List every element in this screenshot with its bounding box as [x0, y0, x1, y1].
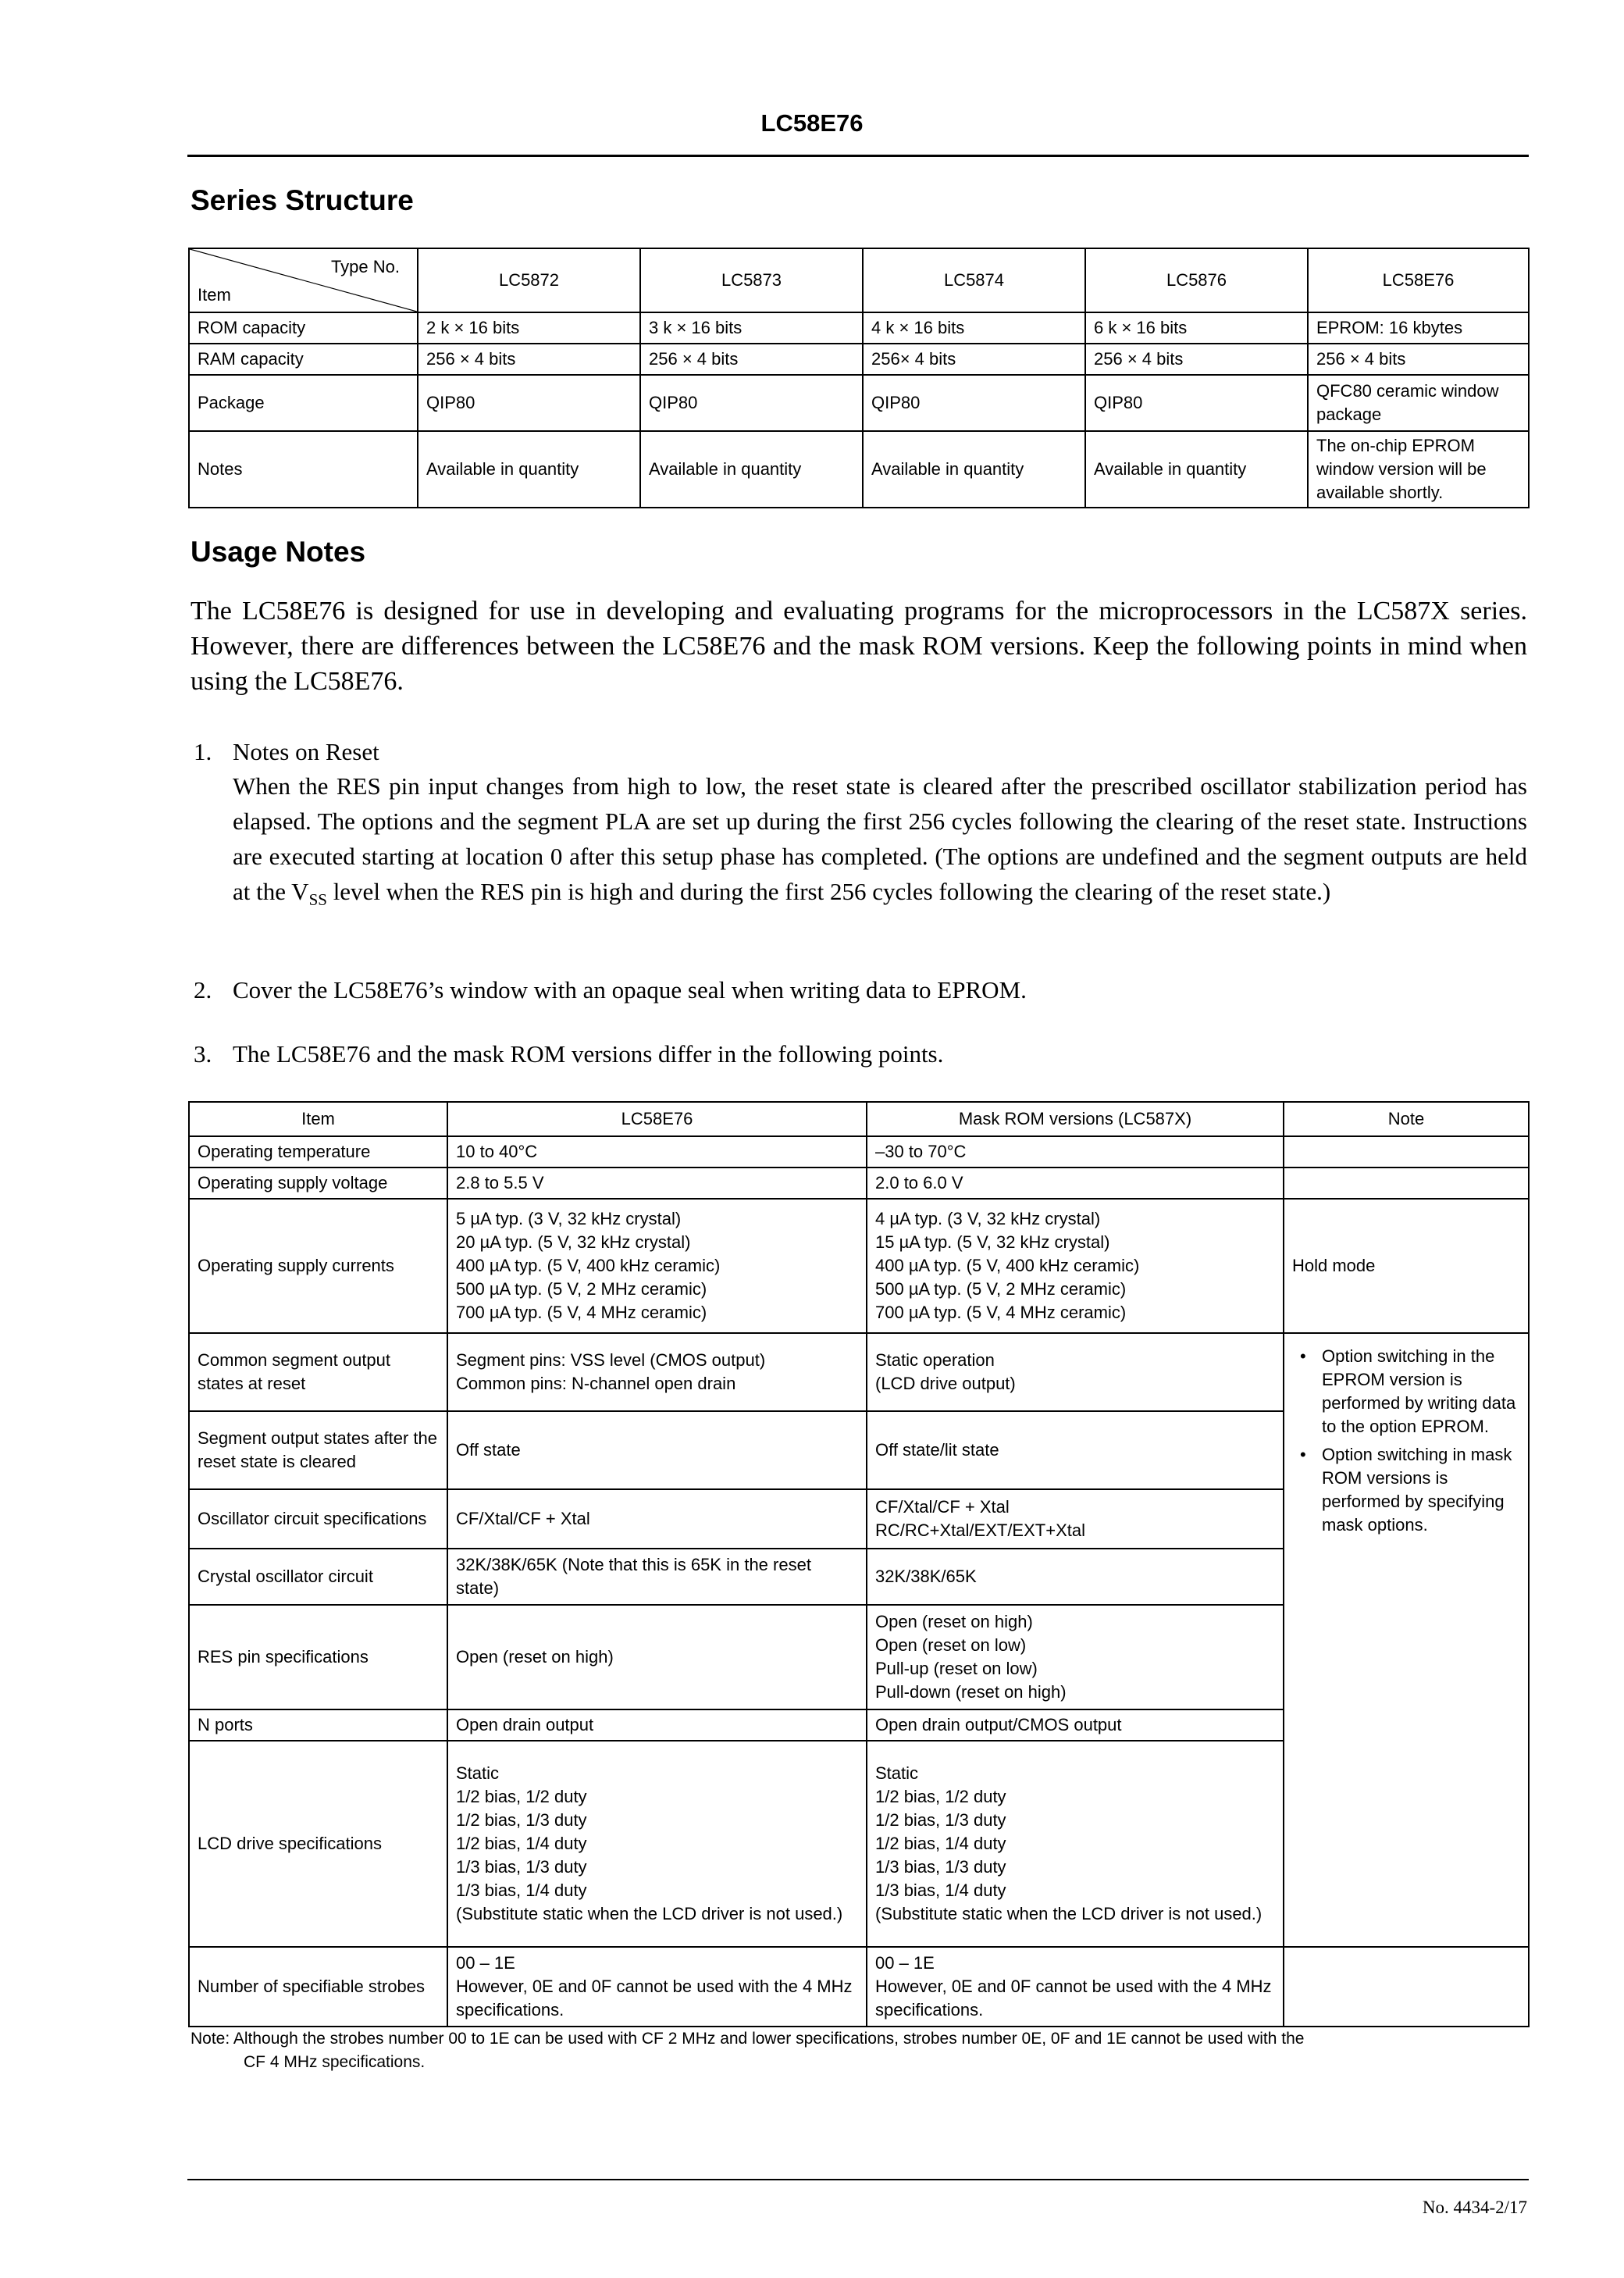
row-label: Common segment output states at reset [189, 1333, 447, 1411]
row-label: Operating temperature [189, 1136, 447, 1168]
bullet-icon: • [1300, 1445, 1306, 1464]
table-cell: 256 × 4 bits [640, 344, 863, 375]
footnote-line: CF 4 MHz specifications. [244, 2053, 426, 2071]
page-number: No. 4434-2/17 [1422, 2198, 1527, 2217]
table-cell: Available in quantity [863, 431, 1085, 508]
table-cell [1284, 1947, 1529, 2027]
table-cell: CF/Xtal/CF + Xtal [447, 1489, 867, 1549]
table-cell: 6 k × 16 bits [1085, 312, 1308, 344]
merged-note-cell [1284, 1333, 1529, 1947]
row-label: ROM capacity [189, 312, 418, 344]
table-cell: 00 – 1E However, 0E and 0F cannot be used with the 4 MHz specifications. [447, 1947, 867, 2027]
column-header: Item [189, 1102, 447, 1136]
series-header-row [189, 248, 1529, 312]
column-header: LC5876 [1085, 248, 1308, 312]
column-header: LC5872 [418, 248, 640, 312]
column-header: Mask ROM versions (LC587X) [867, 1102, 1284, 1136]
table-cell: Open drain output [447, 1709, 867, 1741]
table-cell: Static operation (LCD drive output) [867, 1333, 1284, 1411]
row-label: Operating supply currents [189, 1199, 447, 1333]
row-label: N ports [189, 1709, 447, 1741]
table-cell: Open (reset on high) [447, 1605, 867, 1709]
row-label: Notes [189, 431, 418, 508]
table-cell: Available in quantity [418, 431, 640, 508]
table-cell: Open (reset on high) Open (reset on low) Pull-up (reset on low) Pull-down (reset on high) [867, 1605, 1284, 1709]
table-cell: Off state [447, 1411, 867, 1489]
usage-intro-paragraph: The LC58E76 is designed for use in developing and evaluating programs for the microprocessors in the LC587X series. However, there are differences between the LC58E76 and the mask ROM versions. Keep the following points in mind when using the LC58E76. [191, 597, 1527, 696]
comparison-table [188, 1101, 1530, 2027]
table-cell: 2.0 to 6.0 V [867, 1168, 1284, 1199]
table-cell: 10 to 40°C [447, 1136, 867, 1168]
vss-subscript: SS [308, 890, 327, 910]
column-header: LC5874 [863, 248, 1085, 312]
table-cell: 2 k × 16 bits [418, 312, 640, 344]
table-cell: QIP80 [1085, 375, 1308, 431]
note-text: Option switching in mask ROM versions is performed by specifying mask options. [1322, 1445, 1512, 1535]
table-row [189, 1333, 1529, 1411]
table-cell [1284, 1168, 1529, 1199]
row-label: RAM capacity [189, 344, 418, 375]
reset-notes-text: When the RES pin input changes from high to low, the reset state is cleared after the prescribed oscillator stabilization period has elapsed. The options and the segment PLA are set up during the first 256 cycles following the clearing of the reset state. Instructions are executed starting at location 0 after this setup phase has completed. (The options are undefined and the segment outputs are held at the V [233, 772, 1527, 905]
header-rule [187, 155, 1529, 157]
row-label: Crystal oscillator circuit [189, 1549, 447, 1605]
footnote-line: Note: Although the strobes number 00 to 1E can be used with CF 2 MHz and lower specifications, strobes number 0E, 0F and 1E cannot be used with the [191, 2030, 1305, 2048]
document-header: LC58E76 [760, 109, 864, 137]
table-cell: 3 k × 16 bits [640, 312, 863, 344]
corner-header-cell [189, 248, 418, 312]
table-cell: 5 µA typ. (3 V, 32 kHz crystal) 20 µA typ. (5 V, 32 kHz crystal) 400 µA typ. (5 V, 400 kHz ceramic) 500 µA typ. (5 V, 2 MHz ceramic) 700 µA typ. (5 V, 4 MHz ceramic) [447, 1199, 867, 1333]
table-cell: Static 1/2 bias, 1/2 duty 1/2 bias, 1/3 duty 1/2 bias, 1/4 duty 1/3 bias, 1/3 duty 1/3 bias, 1/4 duty (Substitute static when the LCD driver is not used.) [867, 1741, 1284, 1947]
note-text: Option switching in the EPROM version is performed by writing data to the option EPROM. [1322, 1346, 1516, 1436]
table-cell: 256 × 4 bits [1085, 344, 1308, 375]
column-header: LC58E76 [447, 1102, 867, 1136]
list-item-text: Cover the LC58E76’s window with an opaque seal when writing data to EPROM. [233, 976, 1027, 1004]
series-structure-title: Series Structure [191, 184, 414, 216]
table-cell: Off state/lit state [867, 1411, 1284, 1489]
table-cell: QIP80 [418, 375, 640, 431]
table-row [189, 375, 1529, 431]
table-cell: QIP80 [640, 375, 863, 431]
table-cell: CF/Xtal/CF + Xtal RC/RC+Xtal/EXT/EXT+Xtal [867, 1489, 1284, 1549]
table-cell: 4 k × 16 bits [863, 312, 1085, 344]
column-header: LC58E76 [1308, 248, 1529, 312]
table-cell: –30 to 70°C [867, 1136, 1284, 1168]
usage-notes-title: Usage Notes [191, 536, 366, 568]
row-label: LCD drive specifications [189, 1741, 447, 1947]
comparison-header-row [189, 1102, 1529, 1136]
table-row [189, 431, 1529, 508]
list-item-text: The LC58E76 and the mask ROM versions differ in the following points. [233, 1040, 944, 1068]
row-label: Operating supply voltage [189, 1168, 447, 1199]
table-cell: EPROM: 16 kbytes [1308, 312, 1529, 344]
table-cell: Segment pins: VSS level (CMOS output) Common pins: N-channel open drain [447, 1333, 867, 1411]
reset-notes-paragraph [233, 768, 1527, 918]
table-cell: 32K/38K/65K (Note that this is 65K in the reset state) [447, 1549, 867, 1605]
column-header: LC5873 [640, 248, 863, 312]
table-cell: QIP80 [863, 375, 1085, 431]
footer-rule [187, 2179, 1529, 2180]
table-row [189, 1199, 1529, 1333]
corner-item-label: Item [198, 285, 231, 305]
corner-type-label: Type No. [330, 257, 400, 276]
list-item [1291, 1443, 1522, 1537]
list-item-number: 3. [194, 1040, 212, 1068]
list-item-heading: Notes on Reset [233, 738, 379, 765]
table-cell: 4 µA typ. (3 V, 32 kHz crystal) 15 µA typ. (5 V, 32 kHz crystal) 400 µA typ. (5 V, 400 kHz ceramic) 500 µA typ. (5 V, 2 MHz ceramic) 700 µA typ. (5 V, 4 MHz ceramic) [867, 1199, 1284, 1333]
table-cell: 256 × 4 bits [1308, 344, 1529, 375]
table-cell: Available in quantity [640, 431, 863, 508]
table-row [189, 1947, 1529, 2027]
table-cell: 256 × 4 bits [418, 344, 640, 375]
table-cell: The on-chip EPROM window version will be available shortly. [1308, 431, 1529, 508]
table-cell: Hold mode [1284, 1199, 1529, 1333]
list-item-number: 1. [194, 738, 212, 765]
row-label: Number of specifiable strobes [189, 1947, 447, 2027]
bullet-icon: • [1300, 1346, 1306, 1366]
row-label: RES pin specifications [189, 1605, 447, 1709]
table-cell: 2.8 to 5.5 V [447, 1168, 867, 1199]
table-footnote [191, 2027, 1533, 2074]
option-switching-notes [1291, 1345, 1522, 1537]
row-label: Package [189, 375, 418, 431]
table-row [189, 344, 1529, 375]
table-cell: Available in quantity [1085, 431, 1308, 508]
row-label: Segment output states after the reset state is cleared [189, 1411, 447, 1489]
table-cell: QFC80 ceramic window package [1308, 375, 1529, 431]
row-label: Oscillator circuit specifications [189, 1489, 447, 1549]
table-cell: Open drain output/CMOS output [867, 1709, 1284, 1741]
reset-notes-text-continued: level when the RES pin is high and during the first 256 cycles following the clearing of the reset state.) [326, 878, 1331, 905]
table-cell: 256× 4 bits [863, 344, 1085, 375]
table-row [189, 1168, 1529, 1199]
table-cell: 32K/38K/65K [867, 1549, 1284, 1605]
list-item [1291, 1345, 1522, 1438]
table-cell: 00 – 1E However, 0E and 0F cannot be used with the 4 MHz specifications. [867, 1947, 1284, 2027]
list-item-number: 2. [194, 976, 212, 1004]
table-cell [1284, 1136, 1529, 1168]
column-header: Note [1284, 1102, 1529, 1136]
table-cell: Static 1/2 bias, 1/2 duty 1/2 bias, 1/3 duty 1/2 bias, 1/4 duty 1/3 bias, 1/3 duty 1/3 bias, 1/4 duty (Substitute static when the LCD driver is not used.) [447, 1741, 867, 1947]
series-structure-table [188, 248, 1530, 508]
table-row [189, 312, 1529, 344]
table-row [189, 1136, 1529, 1168]
